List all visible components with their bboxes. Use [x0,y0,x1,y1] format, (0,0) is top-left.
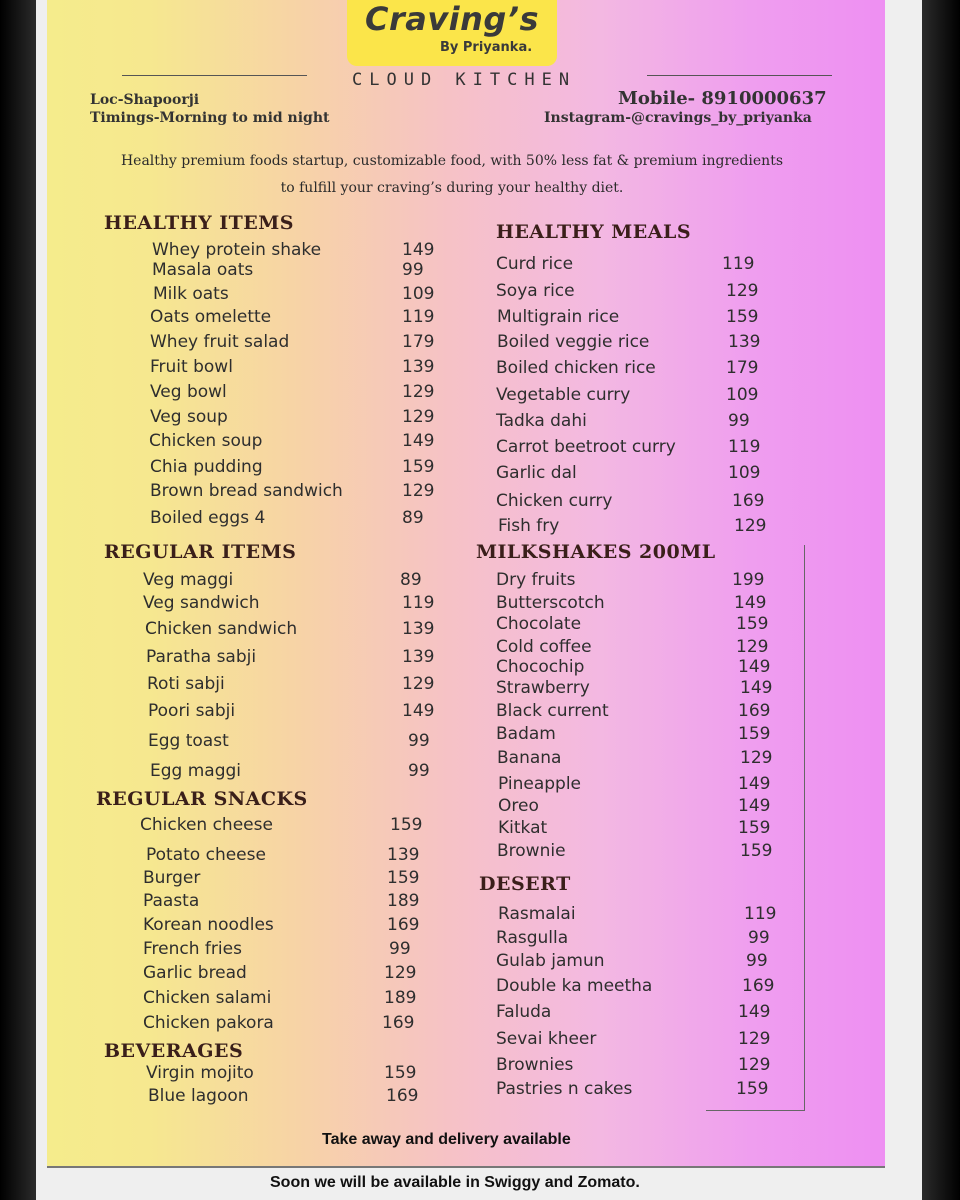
menu-item-price: 149 [738,657,771,677]
menu-item-name: Blue lagoon [148,1086,249,1106]
menu-item-name: Masala oats [152,260,254,280]
menu-item-price: 149 [734,593,767,613]
menu-item-price: 129 [402,674,435,694]
menu-item-price: 169 [742,976,775,996]
menu-item-price: 129 [402,407,435,427]
menu-item-price: 99 [748,928,770,948]
menu-item-name: Banana [497,748,562,768]
menu-item-price: 119 [402,593,435,613]
menu-item-price: 109 [402,284,435,304]
menu-item-name: Tadka dahi [496,411,587,431]
menu-item-name: Egg toast [148,731,229,751]
menu-item-price: 139 [402,647,435,667]
menu-item-name: Boiled eggs 4 [150,508,266,528]
menu-item-name: Chicken cheese [140,815,273,835]
section-title-regular-snacks: REGULAR SNACKS [96,788,308,810]
menu-item-price: 129 [740,748,773,768]
menu-item-name: Badam [496,724,556,744]
menu-item-price: 149 [402,701,435,721]
menu-item-price: 149 [402,240,435,260]
menu-item-price: 99 [402,260,424,280]
menu-item-name: Rasmalai [498,904,576,924]
menu-bottom-border [47,1166,885,1168]
tagline [60,148,844,202]
menu-item-price: 129 [734,516,767,536]
instagram-handle: Instagram-@cravings_by_priyanka [544,110,812,126]
menu-item-name: Paasta [143,891,200,911]
menu-item-price: 169 [386,1086,419,1106]
menu-item-name: Black current [496,701,609,721]
menu-item-price: 89 [402,508,424,528]
menu-item-name: Poori sabji [148,701,236,721]
menu-item-name: Boiled veggie rice [497,332,650,352]
menu-item-price: 159 [726,307,759,327]
menu-item-price: 119 [744,904,777,924]
section-title-healthy-items: HEALTHY ITEMS [104,212,295,234]
menu-item-name: Garlic bread [143,963,247,983]
menu-item-name: Oreo [498,796,539,816]
menu-item-name: Garlic dal [496,463,577,483]
menu-item-price: 139 [402,619,435,639]
menu-item-price: 129 [738,1029,771,1049]
menu-item-name: Dry fruits [496,570,576,590]
menu-item-name: Brownie [497,841,566,861]
brand-title: Craving’s [364,0,540,38]
menu-item-name: Sevai kheer [496,1029,597,1049]
menu-item-name: Pineapple [498,774,582,794]
menu-item-price: 149 [740,678,773,698]
menu-item-price: 149 [402,431,435,451]
menu-item-price: 129 [726,281,759,301]
menu-item-name: Chocolate [496,614,582,634]
menu-item-price: 189 [387,891,420,911]
menu-item-name: Chia pudding [150,457,263,477]
menu-item-price: 149 [738,796,771,816]
menu-item-price: 159 [736,614,769,634]
menu-item-price: 139 [387,845,420,865]
menu-item-price: 139 [402,357,435,377]
menu-item-name: Roti sabji [147,674,225,694]
tagline-line-1: Healthy premium foods startup, customizable food, with 50% less fat & premium ingredients [120,153,784,169]
menu-item-name: Chocochip [496,657,585,677]
menu-item-price: 129 [402,382,435,402]
menu-item-name: Virgin mojito [146,1063,254,1083]
menu-item-price: 119 [722,254,755,274]
menu-item-price: 109 [726,385,759,405]
mobile-number: Mobile- 8910000637 [618,88,827,109]
menu-item-name: Strawberry [496,678,590,698]
menu-item-price: 139 [728,332,761,352]
menu-item-name: Soya rice [496,281,575,301]
menu-item-name: Chicken curry [496,491,613,511]
menu-item-name: Veg bowl [150,382,227,402]
menu-item-price: 149 [738,1002,771,1022]
section-title-milkshakes: MILKSHAKES 200ML [476,541,716,563]
timings-text: Timings-Morning to mid night [90,110,330,126]
menu-item-price: 99 [746,951,768,971]
menu-item-price: 179 [402,332,435,352]
tagline-line-2: to fulfill your craving’s during your healthy diet. [280,180,624,196]
menu-item-price: 99 [408,761,430,781]
menu-item-name: Veg soup [150,407,228,427]
menu-item-name: Faluda [496,1002,552,1022]
menu-item-price: 129 [384,963,417,983]
menu-item-name: Multigrain rice [497,307,620,327]
menu-item-price: 169 [382,1013,415,1033]
menu-item-price: 169 [387,915,420,935]
menu-item-name: Rasgulla [496,928,569,948]
menu-item-name: Double ka meetha [496,976,653,996]
menu-item-price: 119 [728,437,761,457]
menu-item-name: Potato cheese [146,845,266,865]
brand-subtitle: By Priyanka. [440,40,533,55]
menu-item-name: Whey fruit salad [150,332,290,352]
header-rule-left [122,75,307,76]
menu-item-name: Fish fry [498,516,560,536]
menu-item-name: Curd rice [496,254,574,274]
section-title-regular-items: REGULAR ITEMS [104,541,297,563]
menu-item-name: Korean noodles [143,915,274,935]
section-title-beverages: BEVERAGES [104,1040,244,1062]
right-column-border [804,545,805,1111]
menu-item-name: Brown bread sandwich [150,481,343,501]
menu-item-price: 169 [732,491,765,511]
menu-item-price: 99 [408,731,430,751]
cloud-kitchen-label: CLOUD KITCHEN [352,70,577,90]
menu-item-name: Egg maggi [150,761,242,781]
menu-item-name: Veg maggi [143,570,234,590]
menu-item-price: 89 [400,570,422,590]
menu-item-price: 189 [384,988,417,1008]
menu-item-price: 129 [736,637,769,657]
menu-item-price: 99 [728,411,750,431]
menu-item-price: 199 [732,570,765,590]
menu-item-name: Vegetable curry [496,385,631,405]
menu-item-name: Veg sandwich [143,593,260,613]
menu-item-price: 119 [402,307,435,327]
menu-item-name: Gulab jamun [496,951,605,971]
menu-item-price: 159 [390,815,423,835]
menu-item-name: Cold coffee [496,637,592,657]
menu-item-price: 159 [738,818,771,838]
menu-item-name: Brownies [496,1055,574,1075]
menu-item-name: Kitkat [498,818,548,838]
menu-item-price: 179 [726,358,759,378]
menu-item-price: 159 [740,841,773,861]
menu-item-price: 149 [738,774,771,794]
menu-item-name: Paratha sabji [146,647,257,667]
menu-item-price: 159 [736,1079,769,1099]
menu-item-name: French fries [143,939,242,959]
menu-item-name: Whey protein shake [152,240,322,260]
menu-item-price: 159 [738,724,771,744]
menu-item-price: 129 [738,1055,771,1075]
header-rule-right [647,75,832,76]
delivery-note: Take away and delivery available [322,1131,571,1148]
menu-item-name: Oats omelette [150,307,272,327]
menu-item-price: 159 [402,457,435,477]
menu-item-price: 169 [738,701,771,721]
right-column-bottom-border [706,1110,805,1111]
menu-item-name: Butterscotch [496,593,605,613]
menu-item-name: Chicken soup [149,431,263,451]
menu-item-name: Chicken pakora [143,1013,274,1033]
menu-item-name: Pastries n cakes [496,1079,633,1099]
section-title-desert: DESERT [479,873,571,895]
location-text: Loc-Shapoorji [90,92,200,108]
menu-item-name: Fruit bowl [150,357,233,377]
menu-item-name: Boiled chicken rice [496,358,656,378]
menu-item-name: Milk oats [153,284,229,304]
menu-item-price: 159 [384,1063,417,1083]
menu-item-name: Carrot beetroot curry [496,437,676,457]
menu-item-price: 109 [728,463,761,483]
menu-item-price: 129 [402,481,435,501]
section-title-healthy-meals: HEALTHY MEALS [496,221,692,243]
menu-item-price: 159 [387,868,420,888]
menu-item-name: Burger [143,868,201,888]
coming-soon-note: Soon we will be available in Swiggy and Zomato. [270,1174,640,1191]
menu-item-name: Chicken sandwich [145,619,298,639]
menu-item-price: 99 [389,939,411,959]
menu-item-name: Chicken salami [143,988,272,1008]
